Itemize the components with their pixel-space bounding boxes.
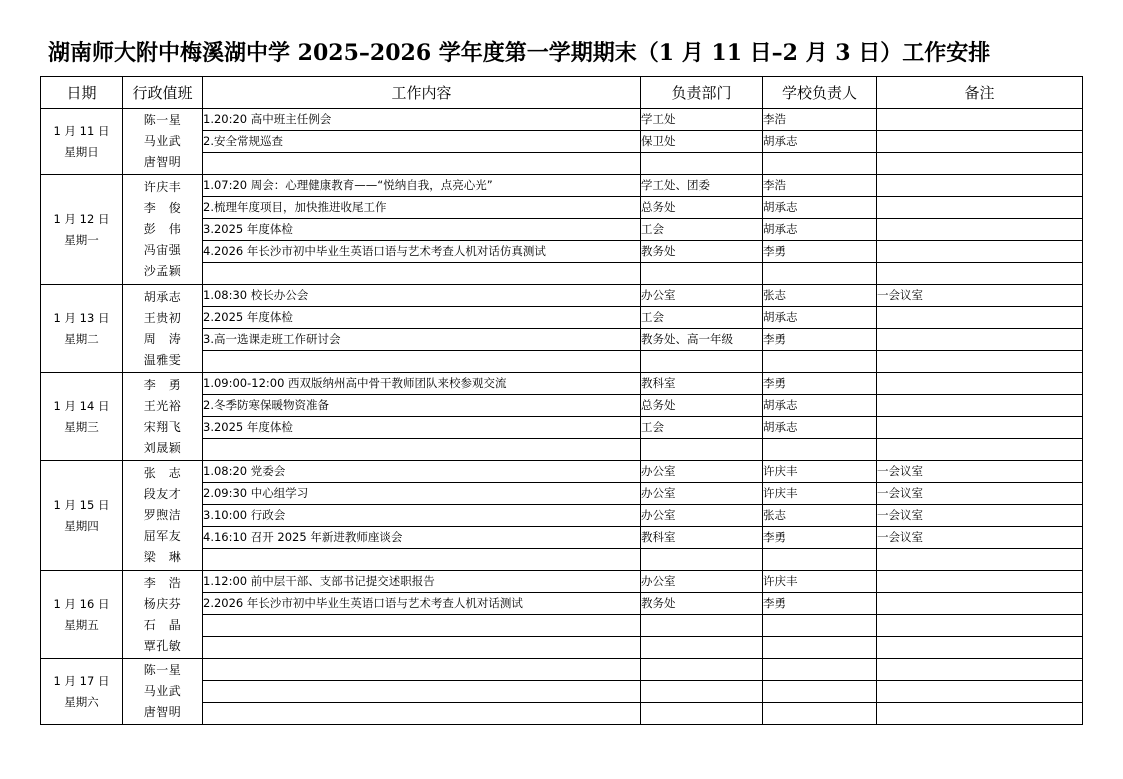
duty-staff-name: 彭 伟 <box>143 222 182 236</box>
duty-staff-name: 唐智明 <box>143 155 182 169</box>
task-leader: 胡承志 <box>763 417 877 439</box>
task-note <box>877 153 1083 175</box>
duty-staff-name: 宋翔飞 <box>143 419 182 434</box>
task-leader: 李浩 <box>763 175 877 197</box>
task-note <box>877 571 1083 593</box>
duty-staff-name: 许庆丰 <box>143 180 182 194</box>
duty-staff-name: 李 勇 <box>143 377 182 392</box>
task-note <box>877 175 1083 197</box>
duty-staff-name: 王光裕 <box>143 398 182 413</box>
task-content: 2.梳理年度项目，加快推进收尾工作 <box>203 197 641 219</box>
duty-staff-name: 杨庆芬 <box>143 596 182 611</box>
task-leader <box>763 703 877 725</box>
task-content: 1.07:20 周会：心理健康教育——“悦纳自我，点亮心光” <box>203 175 641 197</box>
task-leader: 许庆丰 <box>763 461 877 483</box>
header-dept: 负责部门 <box>641 77 763 109</box>
duty-staff-name: 冯宙强 <box>143 243 182 257</box>
task-content: 1.08:30 校长办公会 <box>203 285 641 307</box>
duty-staff-cell <box>123 571 203 659</box>
task-leader <box>763 549 877 571</box>
task-content: 3.10:00 行政会 <box>203 505 641 527</box>
task-content <box>203 153 641 175</box>
task-leader: 李浩 <box>763 109 877 131</box>
day-weekday: 星期三 <box>64 419 99 434</box>
task-department: 教务处 <box>641 241 763 263</box>
duty-staff-name: 覃孔敏 <box>143 638 182 653</box>
task-note <box>877 307 1083 329</box>
task-department: 工会 <box>641 219 763 241</box>
task-note: 一会议室 <box>877 505 1083 527</box>
task-leader: 胡承志 <box>763 395 877 417</box>
task-department <box>641 637 763 659</box>
day-date-cell <box>41 659 123 725</box>
day-date: 1 月 12 日 <box>53 211 110 226</box>
duty-staff-name: 罗煦洁 <box>143 508 182 522</box>
task-leader: 李勇 <box>763 373 877 395</box>
duty-staff-cell <box>123 175 203 285</box>
task-department: 教务处 <box>641 593 763 615</box>
task-content <box>203 439 641 461</box>
duty-staff-name: 李 俊 <box>143 201 182 215</box>
task-leader <box>763 637 877 659</box>
duty-staff-name: 唐智明 <box>143 705 182 719</box>
task-department <box>641 703 763 725</box>
task-department <box>641 263 763 285</box>
task-department: 保卫处 <box>641 131 763 153</box>
header-duty: 行政值班 <box>123 77 203 109</box>
task-leader: 胡承志 <box>763 131 877 153</box>
duty-staff-name: 马业武 <box>143 134 182 148</box>
duty-staff-name: 温雅雯 <box>143 352 182 367</box>
task-leader: 李勇 <box>763 329 877 351</box>
table-row <box>41 461 1083 483</box>
task-department <box>641 615 763 637</box>
task-note <box>877 637 1083 659</box>
task-note <box>877 109 1083 131</box>
task-content: 3.高一选课走班工作研讨会 <box>203 329 641 351</box>
task-content: 4.2026 年长沙市初中毕业生英语口语与艺术考查人机对话仿真测试 <box>203 241 641 263</box>
task-content <box>203 681 641 703</box>
task-content: 2.09:30 中心组学习 <box>203 483 641 505</box>
task-department: 学工处 <box>641 109 763 131</box>
task-content <box>203 659 641 681</box>
task-note: 一会议室 <box>877 527 1083 549</box>
task-content: 2.安全常规巡查 <box>203 131 641 153</box>
task-note <box>877 659 1083 681</box>
task-note <box>877 373 1083 395</box>
task-leader: 李勇 <box>763 241 877 263</box>
duty-staff-name: 屈军友 <box>143 529 182 543</box>
task-department: 办公室 <box>641 505 763 527</box>
header-date: 日期 <box>41 77 123 109</box>
task-note <box>877 131 1083 153</box>
task-leader: 李勇 <box>763 593 877 615</box>
task-leader <box>763 439 877 461</box>
task-content: 1.09:00-12:00 西双版纳州高中骨干教师团队来校参观交流 <box>203 373 641 395</box>
duty-staff-name: 李 浩 <box>143 575 182 590</box>
duty-staff-name: 段友才 <box>143 487 182 501</box>
task-note <box>877 703 1083 725</box>
schedule-table <box>40 76 1083 725</box>
task-note <box>877 395 1083 417</box>
task-note: 一会议室 <box>877 461 1083 483</box>
day-date: 1 月 13 日 <box>53 310 110 325</box>
task-content <box>203 637 641 659</box>
day-weekday: 星期六 <box>64 694 99 709</box>
task-leader: 张志 <box>763 505 877 527</box>
task-content <box>203 549 641 571</box>
duty-staff-name: 陈一星 <box>143 663 182 677</box>
day-date: 1 月 15 日 <box>53 497 110 512</box>
task-department <box>641 439 763 461</box>
task-note: 一会议室 <box>877 285 1083 307</box>
task-department: 办公室 <box>641 285 763 307</box>
task-leader <box>763 263 877 285</box>
task-leader: 胡承志 <box>763 219 877 241</box>
duty-staff-name: 陈一星 <box>143 113 182 127</box>
day-weekday: 星期一 <box>64 232 99 247</box>
day-date-cell <box>41 285 123 373</box>
table-row <box>41 659 1083 681</box>
task-note <box>877 241 1083 263</box>
task-leader <box>763 351 877 373</box>
task-content <box>203 351 641 373</box>
day-date-cell <box>41 461 123 571</box>
duty-staff-cell <box>123 461 203 571</box>
task-department <box>641 351 763 373</box>
task-leader <box>763 153 877 175</box>
task-leader: 胡承志 <box>763 197 877 219</box>
task-content: 2.2026 年长沙市初中毕业生英语口语与艺术考查人机对话测试 <box>203 593 641 615</box>
task-department: 办公室 <box>641 483 763 505</box>
task-content: 3.2025 年度体检 <box>203 219 641 241</box>
task-department: 教务处、高一年级 <box>641 329 763 351</box>
day-date: 1 月 14 日 <box>53 398 110 413</box>
task-note: 一会议室 <box>877 483 1083 505</box>
task-department: 教科室 <box>641 373 763 395</box>
duty-staff-name: 沙孟颖 <box>143 264 182 278</box>
day-weekday: 星期四 <box>64 518 99 533</box>
duty-staff-cell <box>123 659 203 725</box>
duty-staff-name: 梁 琳 <box>143 550 182 564</box>
task-note <box>877 681 1083 703</box>
day-date-cell <box>41 571 123 659</box>
duty-staff-name: 周 涛 <box>143 331 182 346</box>
table-header-row <box>41 77 1083 109</box>
duty-staff-cell <box>123 285 203 373</box>
task-content: 3.2025 年度体检 <box>203 417 641 439</box>
task-leader: 许庆丰 <box>763 571 877 593</box>
task-department <box>641 153 763 175</box>
task-department: 工会 <box>641 417 763 439</box>
day-date: 1 月 16 日 <box>53 596 110 611</box>
task-department: 总务处 <box>641 197 763 219</box>
task-content <box>203 615 641 637</box>
duty-staff-name: 石 晶 <box>143 617 182 632</box>
task-note <box>877 439 1083 461</box>
table-row <box>41 571 1083 593</box>
table-row <box>41 285 1083 307</box>
day-date-cell <box>41 175 123 285</box>
task-department <box>641 549 763 571</box>
duty-staff-name: 王贵初 <box>143 310 182 325</box>
task-content: 2.冬季防寒保暖物资准备 <box>203 395 641 417</box>
task-content: 1.20:20 高中班主任例会 <box>203 109 641 131</box>
day-weekday: 星期五 <box>64 617 99 632</box>
day-date-cell <box>41 373 123 461</box>
header-note: 备注 <box>877 77 1083 109</box>
day-weekday: 星期二 <box>64 331 99 346</box>
task-department <box>641 659 763 681</box>
task-department: 办公室 <box>641 571 763 593</box>
task-department <box>641 681 763 703</box>
task-note <box>877 593 1083 615</box>
task-department: 办公室 <box>641 461 763 483</box>
duty-staff-cell <box>123 109 203 175</box>
task-note <box>877 329 1083 351</box>
task-content: 1.12:00 前中层干部、支部书记提交述职报告 <box>203 571 641 593</box>
task-note <box>877 197 1083 219</box>
task-leader <box>763 681 877 703</box>
duty-staff-cell <box>123 373 203 461</box>
task-note <box>877 351 1083 373</box>
task-note <box>877 263 1083 285</box>
task-leader: 胡承志 <box>763 307 877 329</box>
task-content: 1.08:20 党委会 <box>203 461 641 483</box>
task-content <box>203 703 641 725</box>
task-note <box>877 417 1083 439</box>
task-leader: 李勇 <box>763 527 877 549</box>
day-date: 1 月 11 日 <box>53 123 110 138</box>
task-content: 2.2025 年度体检 <box>203 307 641 329</box>
schedule-body <box>41 109 1083 725</box>
duty-staff-name: 刘晟颖 <box>143 440 182 455</box>
task-department: 教科室 <box>641 527 763 549</box>
duty-staff-name: 胡承志 <box>143 289 182 304</box>
task-department: 工会 <box>641 307 763 329</box>
page-title: 湖南师大附中梅溪湖中学 2025–2026 学年度第一学期期末（1 月 11 日–2 月 3 日）工作安排 <box>48 40 991 66</box>
task-note <box>877 615 1083 637</box>
table-row <box>41 175 1083 197</box>
header-content: 工作内容 <box>203 77 641 109</box>
table-row <box>41 109 1083 131</box>
task-leader <box>763 615 877 637</box>
duty-staff-name: 张 志 <box>143 466 182 480</box>
task-department: 总务处 <box>641 395 763 417</box>
task-content: 4.16:10 召开 2025 年新进教师座谈会 <box>203 527 641 549</box>
task-note <box>877 219 1083 241</box>
task-leader <box>763 659 877 681</box>
day-weekday: 星期日 <box>64 144 99 159</box>
header-lead: 学校负责人 <box>763 77 877 109</box>
task-content <box>203 263 641 285</box>
task-leader: 张志 <box>763 285 877 307</box>
task-leader: 许庆丰 <box>763 483 877 505</box>
day-date-cell <box>41 109 123 175</box>
table-row <box>41 373 1083 395</box>
task-department: 学工处、团委 <box>641 175 763 197</box>
duty-staff-name: 马业武 <box>143 684 182 698</box>
task-note <box>877 549 1083 571</box>
day-date: 1 月 17 日 <box>53 673 110 688</box>
